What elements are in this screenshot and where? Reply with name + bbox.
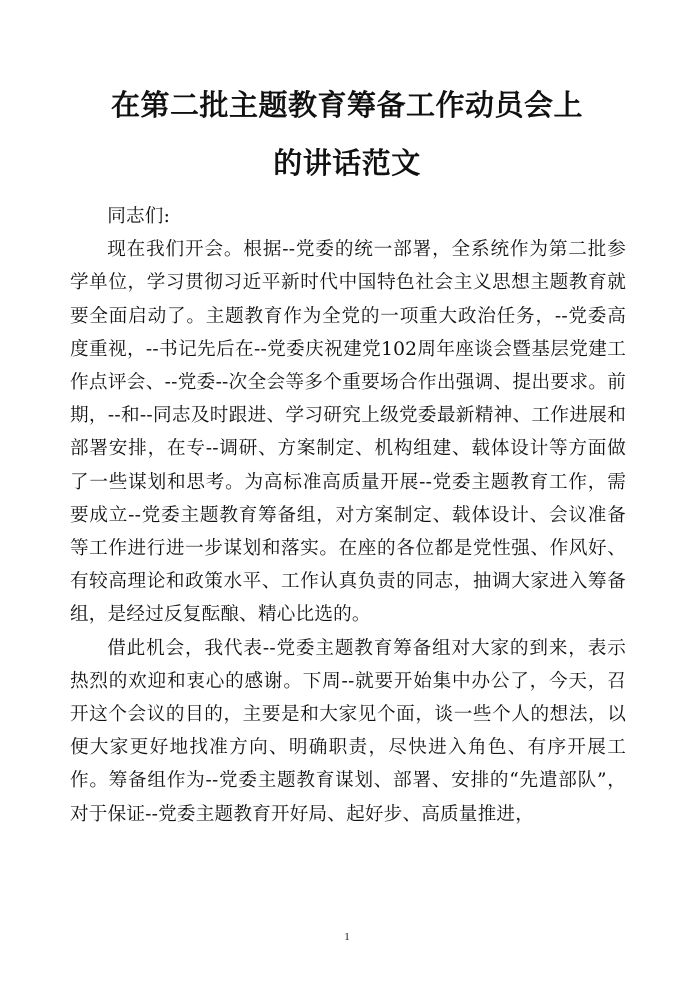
document-title-line-1: 在第二批主题教育筹备工作动员会上 (110, 88, 583, 122)
paragraph-2: 借此机会，我代表--党委主题教育筹备组对大家的到来，表示热烈的欢迎和衷心的感谢。下周--就要开始集中办公了，今天，召开这个会议的目的，主要是和大家见个面，谈一些个人的想法，以便大家更好地找准方向、明确职责，尽快进入角色、有序开展工作。筹备组作为--党委主题教育谋划、部署、安排的“先遣部队”，对于保证--党委主题教育开好局、起好步、高质量推进， (70, 637, 626, 825)
document-body (70, 200, 626, 831)
salutation: 同志们: (107, 206, 171, 227)
page-number: 1 (344, 931, 350, 943)
paragraph-1: 现在我们开会。根据--党委的统一部署，全系统作为第二批参学单位，学习贯彻习近平新时代中国特色社会主义思想主题教育就要全面启动了。主题教育作为全党的一项重大政治任务，--党委高度重视，--书记先后在--党委庆祝建党102周年座谈会暨基层党建工作点评会、--党委--次全会等多个重要场合作出强调、提出要求。前期，--和--同志及时跟进、学习研究上级党委最新精神、工作进展和部署安排，在专--调研、方案制定、机构组建、载体设计等方面做了一些谋划和思考。为高标准高质量开展--党委主题教育工作，需要成立--党委主题教育筹备组，对方案制定、载体设计、会议准备等工作进行进一步谋划和落实。在座的各位都是党性强、作风好、有较高理论和政策水平、工作认真负责的同志，抽调大家进入筹备组，是经过反复酝酿、精心比选的。 (70, 239, 626, 626)
document-title-line-2: 的讲话范文 (273, 146, 421, 180)
